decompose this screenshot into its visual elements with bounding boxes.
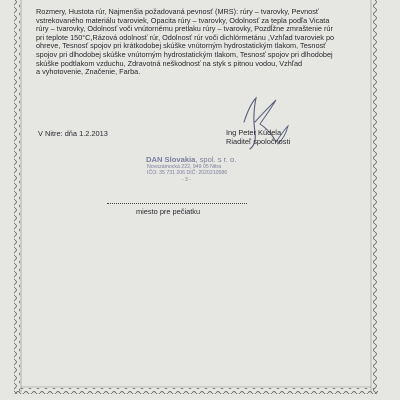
body-line: Rozmery, Hustota rúr, Najmenšia požadovaná pevnosť (MRS): rúry – tvarovky, Pevnosť bbox=[36, 7, 319, 16]
body-line: rúry – tvarovky, Odolnosť voči vnútornému pretlaku rúry – tvarovky, Pozdĺžne zmraštenie rúr bbox=[36, 24, 333, 34]
company-stamp bbox=[146, 155, 236, 183]
body-line: ohreve, Tesnosť spojov pri krátkodobej skúške vnútorným hydrostatickým tlakom, Tesnosť bbox=[36, 41, 326, 51]
stamp-suffix: , spol. s r. o. bbox=[195, 155, 237, 164]
body-line: a vyhotovenie, Značenie, Farba. bbox=[36, 67, 141, 77]
signer-title: Riaditeľ spoločnosti bbox=[226, 136, 291, 146]
stamp-dotted-line bbox=[107, 203, 247, 204]
stamp-place-label: miesto pre pečiatku bbox=[136, 207, 201, 216]
body-line: vstrekovaného materiálu tvaroviek, Opacita rúry – tvarovky, Odolnosť za tepla podľa Vicata bbox=[36, 15, 330, 25]
body-line: spojov pri dlhodobej skúške vnútorným hydrostatickým tlakom, Tesnosť spojov pri dlhodobej bbox=[36, 49, 333, 59]
body-line: skúške podtlakom vzduchu, Zdravotná neškodnosť na styk s pitnou vodou, Vzhľad bbox=[36, 58, 303, 68]
stamp-company: DAN Slovakia bbox=[146, 155, 196, 164]
place-and-date: V Nitre: dňa 1.2.2013 bbox=[38, 129, 108, 138]
stamp-ids: IČO: 35 731 206 DIČ: 2020210586 bbox=[147, 170, 228, 177]
stamp-sub: - 3 - bbox=[182, 176, 191, 183]
signatory-block bbox=[226, 129, 290, 147]
stamp-address: Novozámocká 222, 949 05 Nitra bbox=[147, 164, 222, 170]
stamp-company-line bbox=[146, 155, 236, 164]
signer-name: Ing Peter Kúdela bbox=[226, 128, 282, 137]
requirements-paragraph bbox=[36, 8, 366, 77]
body-line: pri teplote 150°C,Rázová odolnosť rúr, Odolnosť rúr voči dichlórmetánu ,Vzhľad tvaroviek po bbox=[36, 32, 335, 42]
